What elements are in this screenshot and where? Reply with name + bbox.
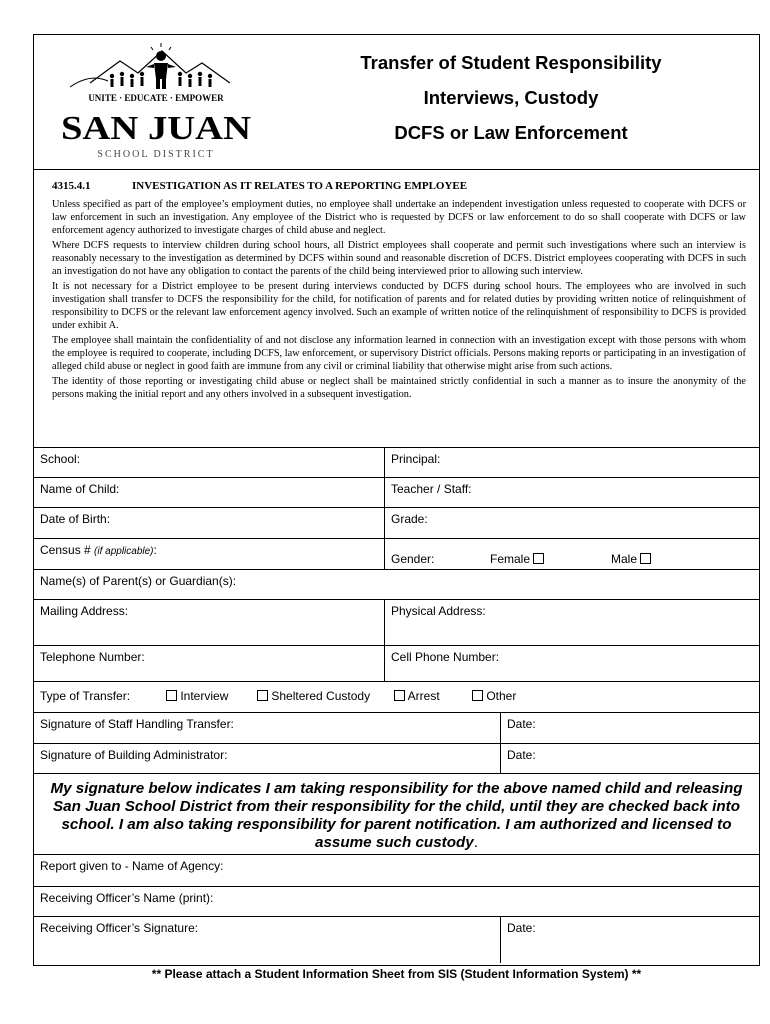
census-field[interactable] [34, 539, 384, 569]
gender-field [384, 539, 759, 569]
row-agency [34, 854, 759, 886]
grade-label: Grade: [391, 512, 428, 526]
male-label: Male [611, 552, 638, 566]
policy-paragraph: Where DCFS requests to interview children during school hours, all District employees shall cooperate and permit such investigations where such an interview is reasonably necessary to the investigation as determined by DCFS within sound and reasonable discretion of DCFS. District employees cooperating with DCFS in such an investigation do not have any obligation to contact the parents of the child being interviewed prior to allowing such interview. [52, 240, 746, 277]
cell-phone-label: Cell Phone Number: [391, 650, 500, 664]
male-checkbox[interactable] [640, 553, 651, 564]
telephone-label: Telephone Number: [40, 650, 145, 664]
staff-signature-field[interactable] [34, 713, 500, 743]
child-name-field[interactable] [34, 478, 384, 507]
female-checkbox[interactable] [533, 553, 544, 564]
mailing-address-label: Mailing Address: [40, 604, 129, 618]
parents-field[interactable] [34, 570, 759, 599]
cell-phone-field[interactable] [384, 646, 759, 681]
census-label: Census # [40, 543, 95, 557]
row-dob [34, 507, 759, 538]
transfer-option-arrest[interactable] [394, 689, 440, 703]
transfer-type-field [34, 682, 759, 712]
logo-tagline: UNITE · EDUCATE · EMPOWER [88, 93, 224, 103]
interview-checkbox[interactable] [166, 690, 177, 701]
female-option[interactable] [490, 552, 544, 566]
parents-label: Name(s) of Parent(s) or Guardian(s): [40, 574, 237, 588]
physical-address-field[interactable] [384, 600, 759, 645]
form-header [34, 35, 759, 170]
policy-section-heading [52, 180, 746, 193]
telephone-field[interactable] [34, 646, 384, 681]
agency-label: Report given to - Name of Agency: [40, 859, 224, 873]
logo-subtitle: SCHOOL DISTRICT [97, 149, 215, 160]
row-child [34, 477, 759, 507]
school-field[interactable] [34, 448, 384, 477]
policy-paragraph: The employee shall maintain the confidentiality of and not disclose any information learned in connection with an investigation except with those persons with whom the employee is required to cooperate, including DCFS, law enforcement, or supervisory District officials. Persons making reports or participating in an investigation of alleged child abuse or neglect in good faith are immune from any civil or criminal liability that otherwise might arise from such actions. [52, 335, 746, 372]
mailing-address-field[interactable] [34, 600, 384, 645]
row-school [34, 447, 759, 477]
row-transfer-type [34, 681, 759, 712]
row-officer-name [34, 886, 759, 916]
staff-signature-label: Signature of Staff Handling Transfer: [40, 717, 234, 731]
officer-date-field[interactable] [500, 917, 759, 963]
dob-field[interactable] [34, 508, 384, 538]
arrest-checkbox[interactable] [394, 690, 405, 701]
census-note: (if applicable) [94, 546, 154, 557]
footer-note: ** Please attach a Student Information Sheet from SIS (Student Information System) ** [151, 967, 642, 981]
title-line-3: DCFS or Law Enforcement [394, 122, 628, 143]
teacher-field[interactable] [384, 478, 759, 507]
row-admin-signature [34, 743, 759, 773]
school-label: School: [40, 452, 81, 466]
form-frame [33, 34, 760, 966]
policy-section-number: 4315.4.1 [52, 180, 91, 192]
transfer-option-interview[interactable] [166, 689, 228, 703]
admin-date-label: Date: [507, 748, 536, 762]
teacher-label: Teacher / Staff: [391, 482, 472, 496]
transfer-type-label: Type of Transfer: [40, 689, 131, 703]
officer-signature-label: Receiving Officer’s Signature: [40, 921, 199, 935]
grade-field[interactable] [384, 508, 759, 538]
row-census [34, 538, 759, 569]
row-phone [34, 645, 759, 681]
census-colon: : [153, 543, 157, 557]
sheltered-custody-checkbox[interactable] [257, 690, 268, 701]
title-line-1: Transfer of Student Responsibility [360, 52, 662, 73]
interview-label: Interview [180, 689, 229, 703]
admin-date-field[interactable] [500, 744, 759, 773]
district-logo [50, 43, 262, 161]
row-statement [34, 773, 759, 854]
admin-signature-field[interactable] [34, 744, 500, 773]
staff-date-field[interactable] [500, 713, 759, 743]
responsibility-statement [34, 774, 759, 854]
female-label: Female [490, 552, 531, 566]
officer-signature-field[interactable] [34, 917, 500, 963]
agency-field[interactable] [34, 855, 759, 886]
row-officer-signature [34, 916, 759, 963]
policy-paragraph: It is not necessary for a District employee to be present during interviews conducted by DCFS during school hours. The employees who are involved in such investigation shall transfer to DCFS the responsibility for the child, for notification of parents and for related duties by providing written notice of relinquishment of responsibility to DCFS or the relevant law enforcement agency involved. Such an example of written notice of the relinquishment of responsibility to DCFS is provided under exhibit A. [52, 281, 746, 331]
policy-paragraph: The identity of those reporting or investigating child abuse or neglect shall be maintained strictly confidential in such a manner as to insure the anonymity of the persons making the initial report and any others involved in a subsequent investigation. [52, 376, 746, 400]
principal-field[interactable] [384, 448, 759, 477]
child-name-label: Name of Child: [40, 482, 120, 496]
admin-signature-label: Signature of Building Administrator: [40, 748, 228, 762]
policy-paragraph: Unless specified as part of the employee’s employment duties, no employee shall undertake an independent investigation unless requested to cooperate with DCFS or law enforcement in such an investigation. Any employee of the District who is requested by DCFS or law enforcement to do so shall cooperate with DCFS or law enforcement agency authorized to investigate charges of child abuse and neglect. [52, 199, 746, 236]
policy-text [52, 180, 746, 403]
principal-label: Principal: [391, 452, 441, 466]
form-fields [34, 447, 759, 963]
gender-label: Gender: [391, 552, 435, 566]
row-address [34, 599, 759, 645]
officer-name-label: Receiving Officer’s Name (print): [40, 891, 214, 905]
statement-period: . [473, 834, 478, 851]
officer-date-label: Date: [507, 921, 536, 935]
staff-date-label: Date: [507, 717, 536, 731]
row-staff-signature [34, 712, 759, 743]
arrest-label: Arrest [407, 689, 440, 703]
transfer-option-other[interactable] [472, 689, 516, 703]
officer-name-field[interactable] [34, 887, 759, 916]
title-line-2: Interviews, Custody [423, 87, 599, 108]
other-checkbox[interactable] [472, 690, 483, 701]
transfer-option-sheltered[interactable] [257, 689, 370, 703]
row-parents [34, 569, 759, 599]
statement-text: My signature below indicates I am taking responsibility for the above named child and releasing San Juan School District from their responsibility for the child, until they are checked back into school. I am also taking responsibility for parent notification. I am authorized and licensed to assume such custody [50, 780, 743, 851]
dob-label: Date of Birth: [40, 512, 111, 526]
form-title [266, 45, 756, 150]
male-option[interactable] [611, 552, 651, 566]
policy-section-title: INVESTIGATION AS IT RELATES TO A REPORTING EMPLOYEE [132, 180, 468, 192]
physical-address-label: Physical Address: [391, 604, 486, 618]
logo-name: SAN JUAN [61, 110, 252, 147]
other-label: Other [486, 689, 517, 703]
sheltered-custody-label: Sheltered Custody [271, 689, 371, 703]
